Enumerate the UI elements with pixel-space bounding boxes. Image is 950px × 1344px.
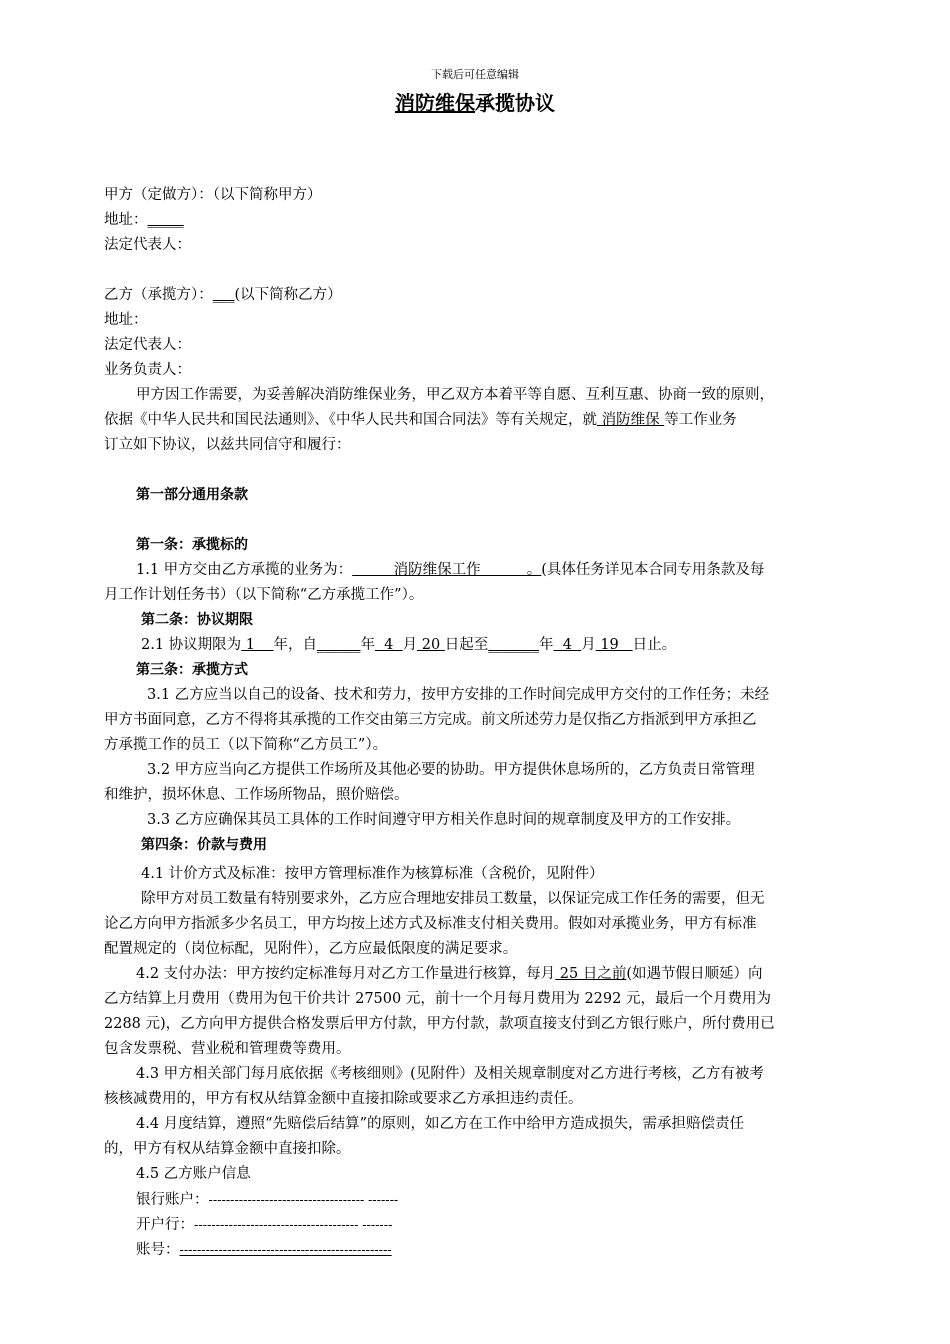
start-day-blank: 20 <box>417 637 445 653</box>
party-b-suffix: (以下简称乙方） <box>234 287 342 303</box>
section-4-1-para-line-2: 论乙方向甲方指派多少名员工，甲方均按上述方式及标准支付相关费用。假如对承揽业务，甲方有标准 <box>104 916 757 932</box>
article-1-heading: 第一条：承揽标的 <box>136 537 248 553</box>
section-4-4-line-1: 4.4 月度结算，遵照“先赔偿后结算”的原则，如乙方在工作中给甲方造成损失，需承担赔偿责任 <box>136 1116 744 1132</box>
part-1-heading: 第一部分通用条款 <box>136 487 248 503</box>
bank-branch-label: 开户行： <box>136 1217 194 1233</box>
term-text-4: 月 <box>402 637 418 653</box>
term-text-7: 月 <box>581 637 596 653</box>
section-4-2-line-1 <box>136 962 849 987</box>
account-number-label: 账号： <box>136 1242 180 1258</box>
section-3-1-line-3: 方承揽工作的员工（以下简称“乙方员工”）。 <box>104 737 388 753</box>
section-4-3-line-2: 核核减费用的，甲方有权从结算金额中直接扣除或要求乙方承担违约责任。 <box>104 1091 583 1107</box>
intro-line-2 <box>104 408 849 433</box>
end-month-blank: 4 <box>553 637 582 653</box>
start-year-blank: ______ <box>316 637 361 653</box>
article-1-line-2: 月工作计划任务书）（以下简称“乙方承揽工作”）。 <box>104 587 424 603</box>
article-2-heading: 第二条：协议期限 <box>141 612 253 628</box>
payment-date-underlined: 25 日之前 <box>555 966 627 982</box>
section-4-2-line-1-a: 4.2 支付办法：甲方按约定标准每月对乙方工作量进行核算，每月 <box>136 966 556 982</box>
end-day-blank: 19 <box>595 637 633 653</box>
article-1-line-1 <box>136 558 849 583</box>
article-1-line-1-a: 1.1 甲方交由乙方承揽的业务为： <box>136 562 353 578</box>
party-b-line <box>104 283 849 308</box>
title-rest: 承揽协议 <box>475 91 555 115</box>
party-a-address <box>104 208 849 233</box>
title-underlined-part: 消防维保 <box>395 91 475 115</box>
bank-branch-line <box>136 1212 881 1238</box>
section-3-2-line-1: 3.2 甲方应当向乙方提供工作场所及其他必要的协助。甲方提供休息场所的，乙方负责日常管理 <box>147 762 755 778</box>
bank-account-value: ------------------------------------ ------- <box>208 1192 399 1207</box>
intro-line-2-b: 等工作业务 <box>664 412 737 428</box>
section-3-1-line-2: 甲方书面同意，乙方不得将其承揽的工作交由第三方完成。前文所述劳力是仅指乙方指派到甲方承担乙 <box>104 712 757 728</box>
term-text-5: 日起至 <box>444 637 489 653</box>
section-4-2-line-4: 包含发票税、营业税和管理费等费用。 <box>104 1041 351 1057</box>
section-4-1: 4.1 计价方式及标准：按甲方管理标准作为核算标准（含税价，见附件） <box>141 866 604 882</box>
party-b-address: 地址： <box>104 312 148 328</box>
section-4-1-para-line-1: 除甲方对员工数量有特别要求外，乙方应合理地安排员工数量，以保证完成工作任务的需要，但无 <box>141 891 765 907</box>
section-4-5: 4.5 乙方账户信息 <box>136 1166 251 1182</box>
term-text-6: 年 <box>539 637 554 653</box>
bank-account-label: 银行账户： <box>136 1192 209 1208</box>
section-4-1-para-line-3: 配置规定的（岗位标配，见附件），乙方应最低限度的满足要求。 <box>104 941 518 957</box>
end-year-blank: _______ <box>488 637 540 653</box>
section-4-2-line-1-b: (如遇节假日顺延）向 <box>626 966 763 982</box>
document-title <box>0 87 950 116</box>
section-3-1-line-1: 3.1 乙方应当以自己的设备、技术和劳力，按甲方安排的工作时间完成甲方交付的工作任务；未经 <box>147 687 770 703</box>
article-1-subject-underlined: 消防维保工作 。 <box>352 562 542 578</box>
intro-line-1: 甲方因工作需要，为妥善解决消防维保业务，甲乙双方本着平等自愿、互利互惠、协商一致的原则， <box>136 387 774 403</box>
term-text-8: 日止。 <box>632 637 677 653</box>
address-a-label: 地址： <box>104 212 148 228</box>
article-1-line-1-b: (具体任务详见本合同专用条款及每 <box>541 562 765 578</box>
article-4-heading: 第四条：价款与费用 <box>141 837 267 853</box>
article-3-heading: 第三条：承揽方式 <box>136 662 248 678</box>
intro-scope-underlined: 消防维保 <box>597 412 665 428</box>
term-text-3: 年 <box>360 637 375 653</box>
section-3-3: 3.3 乙方应确保其员工具体的工作时间遵守甲方相关作息时间的规章制度及甲方的工作安排。 <box>147 812 741 828</box>
section-4-2-line-3: 2288 元)，乙方向甲方提供合格发票后甲方付款，甲方付款，款项直接支付到乙方银行账户，所付费用已 <box>104 1016 775 1032</box>
term-text-1: 2.1 协议期限为 <box>141 637 242 653</box>
party-b-label: 乙方（承揽方）： <box>104 287 213 303</box>
article-2-term-line <box>141 633 849 658</box>
bank-account-line <box>136 1187 881 1213</box>
bank-branch-value: -------------------------------------- ------- <box>194 1217 393 1232</box>
intro-line-2-a: 依据《中华人民共和国民法通则》、《中华人民共和国合同法》等有关规定，就 <box>104 412 597 428</box>
section-3-2-line-2: 和维护，损坏休息、工作场所物品，照价赔偿。 <box>104 787 409 803</box>
party-b-biz-lead: 业务负责人： <box>104 362 191 378</box>
party-a-rep: 法定代表人： <box>104 237 191 253</box>
term-years-blank: 1 <box>241 637 274 653</box>
section-4-4-line-2: 的，甲方有权从结算金额中直接扣除。 <box>104 1141 351 1157</box>
section-4-3-line-1: 4.3 甲方相关部门每月底依据《考核细则》(见附件）及相关规章制度对乙方进行考核，乙方有被考 <box>136 1066 764 1082</box>
section-4-2-line-2: 乙方结算上月费用（费用为包干价共计 27500 元，前十一个月每月费用为 2292 元，最后一个月费用为 <box>104 991 771 1007</box>
address-a-blank: _____ <box>147 212 184 228</box>
account-number-value: ------------------------------------------------- <box>179 1242 392 1257</box>
party-b-rep: 法定代表人： <box>104 337 191 353</box>
party-b-blank: ___ <box>212 287 235 303</box>
account-number-line <box>136 1237 881 1263</box>
party-a-line: 甲方（定做方）：（以下简称甲方） <box>104 187 322 203</box>
term-text-2: 年，自 <box>273 637 317 653</box>
intro-line-3: 订立如下协议，以兹共同信守和履行： <box>104 437 351 453</box>
header-note: 下载后可任意编辑 <box>431 68 519 81</box>
start-month-blank: 4 <box>374 637 403 653</box>
